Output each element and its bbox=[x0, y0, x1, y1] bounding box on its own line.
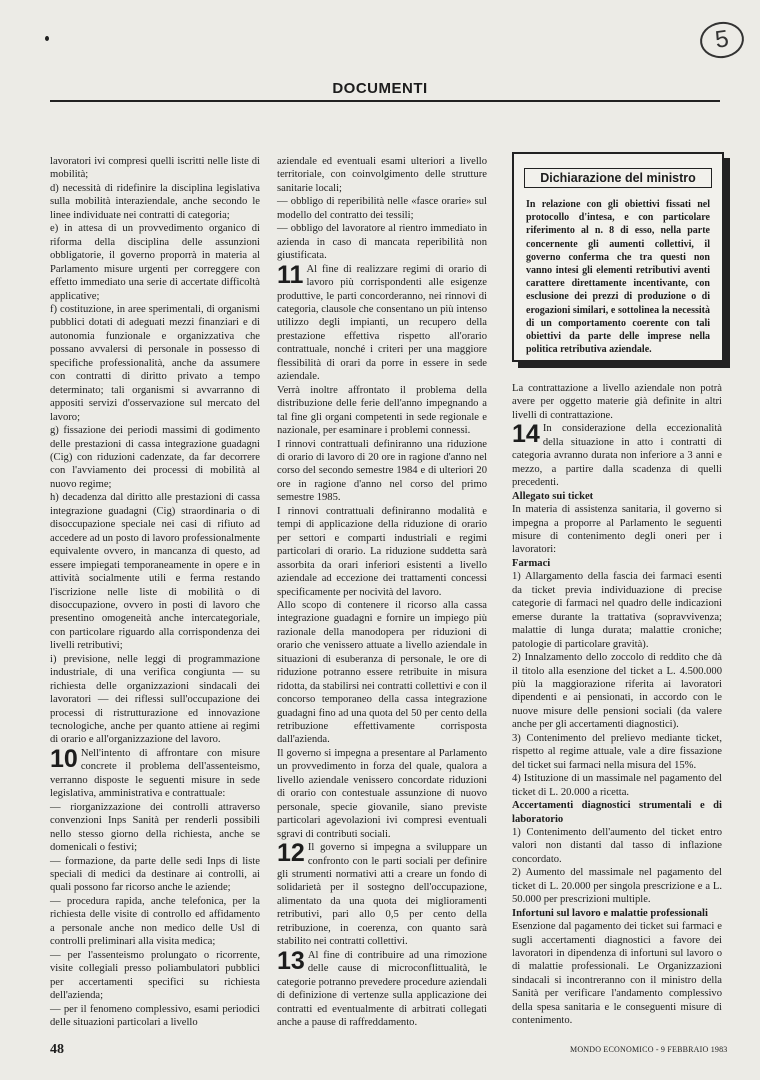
paragraph bbox=[50, 949, 260, 1003]
paragraph bbox=[512, 570, 722, 651]
paragraph-text: lavoratori ivi compresi quelli iscritti nelle liste di mobilità; bbox=[50, 156, 260, 181]
subheading: Infortuni sul lavoro e malattie professionali bbox=[512, 907, 708, 919]
paragraph-text: 1) Contenimento dell'aumento del ticket entro valori non distanti dal tasso di inflazione concordato. bbox=[512, 826, 722, 865]
paragraph bbox=[50, 182, 260, 222]
paragraph bbox=[50, 1003, 260, 1030]
paragraph-text: e) in attesa di un provvedimento organico di riforma della disciplina delle assunzioni obbligatorie, il governo proporrà in materia al Parlamento misure urgenti per correggere con effetto immediato una serie di accertate difficoltà applicative; bbox=[50, 223, 260, 302]
paragraph-text: i) previsione, nelle leggi di programmazione industriale, di una verifica congiunta — su richiesta delle organizzazioni sindacali dei lavoratori — dei riflessi sull'occupazione dei processi di ristrutturazione ed innovazione tecnologiche, anche per quanto attiene ai regimi di orario e all'organizzazione del lavoro. bbox=[50, 653, 260, 746]
paragraph bbox=[512, 651, 722, 732]
paragraph bbox=[50, 491, 260, 652]
paragraph-text: Esenzione dal pagamento dei ticket sui farmaci e sugli accertamenti diagnostici a favore dei lavoratori in dipendenza di infortuni sul lavoro o di malattie professionali. Le Organizzazioni sindacali si incontreranno con il ministro della Sanità per verificare l'andamento complessivo della spesa sanitaria e le conseguenti misure di contenimento. bbox=[512, 921, 722, 1027]
paragraph-text: Al fine di realizzare regimi di orario di lavoro più corrispondenti alle esigenze produttive, le parti concorderanno, nei rinnovi di categoria, clausole che consentano un più intenso utilizzo degli impianti, un recupero della prestazione effettiva rispetto all'orario contrattuale, nonché i criteri per una maggiore flessibilità di orari da porre in essere in sede aziendale. bbox=[277, 263, 487, 383]
paragraph bbox=[512, 826, 722, 866]
text-column-3 bbox=[512, 382, 722, 1028]
paragraph-text: Il governo si impegna a presentare al Parlamento un provvedimento in forza del quale, qualora a livello aziendale venissero concordate riduzioni di orario con contestuale assunzione di nuovo personale, specie giovanile, siano previste particolari agevolazioni ivi compresi eventuali sgravi di contributi sociali. bbox=[277, 747, 487, 840]
paragraph bbox=[277, 155, 487, 195]
title-rule bbox=[50, 100, 720, 102]
paragraph bbox=[277, 438, 487, 505]
paragraph-text: Verrà inoltre affrontato il problema della distribuzione delle ferie dell'anno impegnando a tal fine gli organi competenti in sede regionale e nazionale, per esaminare i problemi connessi. bbox=[277, 384, 487, 437]
paragraph bbox=[50, 303, 260, 424]
paragraph-text: aziendale ed eventuali esami ulteriori a livello territoriale, con coinvolgimento delle strutture sanitarie locali; bbox=[277, 156, 487, 194]
paragraph-text: d) necessità di ridefinire la disciplina legislativa sulla mobilità interaziendale, anche secondo le linee individuate nei contratti di categoria; bbox=[50, 182, 260, 221]
paragraph bbox=[512, 503, 722, 557]
paragraph bbox=[50, 155, 260, 182]
box-title: Dichiarazione del ministro bbox=[524, 168, 712, 188]
paragraph bbox=[50, 222, 260, 303]
text-column-2 bbox=[277, 155, 487, 1029]
paragraph-text: In materia di assistenza sanitaria, il governo si impegna a proporre al Parlamento le seguenti misure di contenimento degli oneri per i lavoratori: bbox=[512, 504, 722, 556]
paragraph-text: — obbligo di reperibilità nelle «fasce orarie» sul modello del contratto dei tessili; bbox=[277, 196, 487, 221]
section-number: 10 bbox=[50, 744, 78, 773]
handwritten-page-mark: 5 bbox=[698, 19, 747, 61]
section-title: DOCUMENTI bbox=[332, 80, 428, 97]
page-number: 48 bbox=[50, 1042, 64, 1057]
paragraph-text: In considerazione della eccezionalità della situazione in atto i contratti di categoria avranno durata non inferiore a 3 anni e mezzo, a partire dalla scadenza di quelli precedenti. bbox=[512, 423, 722, 489]
paragraph-text: 4) Istituzione di un massimale nel pagamento del ticket di L. 20.000 a ricetta. bbox=[512, 773, 722, 798]
paragraph-text: 2) Aumento del massimale nel pagamento del ticket di L. 20.000 per singola prescrizione e a L. 50.000 per prescrizioni multiple. bbox=[512, 867, 722, 906]
paragraph-text: La contrattazione a livello aziendale non potrà avere per oggetto materie già definite in altri livelli di contrattazione. bbox=[512, 383, 722, 421]
paragraph-text: — obbligo del lavoratore al rientro immediato in azienda in caso di mancata reperibilità non giustificata. bbox=[277, 223, 487, 262]
section-number: 14 bbox=[512, 420, 540, 449]
ink-dot bbox=[45, 36, 49, 41]
text-column-1 bbox=[50, 155, 260, 1029]
paragraph-text: — formazione, da parte delle sedi Inps di liste speciali di medici da destinare ai controlli, ai quali possono far ricorso anche le aziende; bbox=[50, 855, 260, 894]
paragraph-text: — procedura rapida, anche telefonica, per la richiesta delle visite di controllo ed affidamento a personale anche non medico delle Usl di controlli preliminari alla visita medica; bbox=[50, 895, 260, 948]
paragraph bbox=[512, 382, 722, 422]
paragraph-text: h) decadenza dal diritto alle prestazioni di cassa integrazione guadagni (Cig) straordinaria o di disoccupazione speciale nei casi di rifiuto ad accedere ad un posto di lavoro professionalmente equivalente ovvero, in mancanza di questo, ad essere impiegati temporaneamente in opere e in attività socialmente utili e ferma restando l'iscrizione nelle liste di mobilità o di disoccupazione, ovvero in posti di lavoro che presentino omogeneità anche intercategoriale, con particolare riguardo alla corrispondenza dei livelli retributivi; bbox=[50, 492, 260, 652]
paragraph-text: 1) Allargamento della fascia dei farmaci esenti da ticket previa individuazione di precise categorie di farmaci nel quadro delle indicazioni emerse durante la trattativa (sopravvivenza; malattie di lunga durata; malattie croniche; patologie di particolare gravità). bbox=[512, 571, 722, 650]
paragraph bbox=[277, 747, 487, 841]
paragraph-text: I rinnovi contrattuali definiranno una riduzione di orario di lavoro di 20 ore in ragione d'anno nel corso del secondo semestre 1984 e di ulteriori 20 ore in ragione d'anno nel corso del primo semestre 1985. bbox=[277, 438, 487, 504]
paragraph-text: g) fissazione dei periodi massimi di godimento delle prestazioni di cassa integrazione guadagni (Cig) con riduzioni cadenzate, da far decorrere con l'avviamento dei processi di mobilità al nuovo regime; bbox=[50, 425, 260, 490]
paragraph-text: Allo scopo di contenere il ricorso alla cassa integrazione guadagni e fornire un impiego più razionale della manodopera per riduzioni di orario che venissero attuate a livello aziendale in situazioni di esuberanza di personale, le ore di riduzione potranno essere retribuite in misura ridotta, da stabilirsi nei contratti collettivi e con il concorso temporaneo della cassa integrazione guadagni fino ad una quota del 50 per cento della retribuzione effettivamente corrisposta dall'azienda. bbox=[277, 599, 487, 746]
paragraph-text: — per l'assenteismo prolungato o ricorrente, visite collegiali presso poliambulatori pubblici per accertamenti specifici su richiesta dell'azienda; bbox=[50, 949, 260, 1002]
section-number: 11 bbox=[277, 260, 304, 289]
paragraph-text: — per il fenomeno complessivo, esami periodici delle situazioni particolari a livello bbox=[50, 1003, 260, 1028]
paragraph-text: 2) Innalzamento dello zoccolo di reddito che dà il titolo alla esenzione del ticket a L. 4.500.000 più la maggiorazione riferita ai lavoratori dipendenti e ai pensionati, in accordo con le nuove misure delle pensioni sociali (da valere anche per gli accertamenti diagnostici). bbox=[512, 652, 722, 731]
paragraph bbox=[50, 744, 260, 801]
paragraph-text: 3) Contenimento del prelievo mediante ticket, rispetto al regime attuale, vale a dire fissazione del ticket sui farmaci nella misura del 15%. bbox=[512, 732, 722, 771]
paragraph bbox=[50, 653, 260, 747]
paragraph-text: Al fine di contribuire ad una rimozione delle cause di microconflittualità, le categorie potranno prevedere procedure aziendali di definizione di vertenze sulla applicazione dei contratti ed eventualmente di arbitrati collegati anche a pause di raffreddamento. bbox=[277, 949, 487, 1028]
subheading: Farmaci bbox=[512, 557, 551, 569]
paragraph-text: Il governo si impegna a sviluppare un confronto con le parti sociali per definire gli strumenti normativi atti a creare un fondo di solidarietà per il sostegno dell'occupazione, alimentato da una quota dei miglioramenti retributivi, pari allo 0,5 per cento della retribuzione, in coerenza, con quanto sarà stabilito nei contratti collettivi. bbox=[277, 842, 487, 948]
paragraph-text: f) costituzione, in aree sperimentali, di organismi pubblici dotati di adeguati mezzi finanziari e di autonomia funzionale e organizzativa che possano avvalersi di personale in possesso di specifiche professionalità, anche da assumere con contratti di diritto privato a tempo determinato; tali organismi si avvarranno di appositi servizi d'osservazione sul mercato del lavoro; bbox=[50, 303, 260, 423]
paragraph bbox=[512, 772, 722, 799]
subheading: Allegato sui ticket bbox=[512, 490, 594, 502]
paragraph bbox=[50, 424, 260, 491]
box-body: In relazione con gli obiettivi fissati nel protocollo d'intesa, e con particolare riferimento al n. 8 di esso, nella parte concernente gli aumenti collettivi, il governo conferma che tra questi non vanno intesi gli elementi retributivi aventi carattere direttamente incentivante, con esclusione dei prezzi di produzione o di erogazioni similari, e sottolinea la necessità di un comportamento coerente con tali obiettivi da parte delle imprese nella politica retributiva aziendale. bbox=[526, 199, 710, 356]
paragraph bbox=[512, 920, 722, 1028]
paragraph bbox=[277, 946, 487, 1030]
minister-declaration-box bbox=[512, 152, 724, 362]
paragraph-text: I rinnovi contrattuali definiranno modalità e tempi di applicazione della riduzione di orario per settori e comparti industriali e regimi particolari di orario. La riduzione suddetta sarà assorbita da orari inferiori esistenti a livello aziendale ad eccezione dei trattamenti concessi specificamente per nocività del lavoro. bbox=[277, 505, 487, 598]
paragraph bbox=[277, 841, 487, 949]
paragraph bbox=[277, 195, 487, 222]
section-number: 13 bbox=[277, 946, 305, 975]
paragraph bbox=[50, 855, 260, 895]
paragraph bbox=[512, 866, 722, 906]
paragraph bbox=[277, 222, 487, 262]
subheading: Accertamenti diagnostici strumentali e di laboratorio bbox=[512, 800, 722, 825]
paragraph bbox=[512, 732, 722, 772]
paragraph bbox=[50, 801, 260, 855]
paragraph-text: — riorganizzazione dei controlli attraverso convenzioni Inps Sanità per renderli possibili nello stesso giorno della richiesta, anche se domenicali o festivi; bbox=[50, 801, 260, 854]
paragraph bbox=[277, 599, 487, 747]
publication-source: MONDO ECONOMICO - 9 FEBBRAIO 1983 bbox=[570, 1045, 728, 1054]
paragraph bbox=[50, 895, 260, 949]
paragraph bbox=[277, 384, 487, 438]
section-number: 12 bbox=[277, 839, 305, 868]
paragraph-text: Nell'intento di affrontare con misure concrete il problema dell'assenteismo, verranno disposte le seguenti misure in sede legislativa, amministrativa e contrattuale: bbox=[50, 747, 260, 800]
paragraph bbox=[277, 260, 487, 384]
paragraph bbox=[277, 505, 487, 599]
paragraph bbox=[512, 422, 722, 489]
